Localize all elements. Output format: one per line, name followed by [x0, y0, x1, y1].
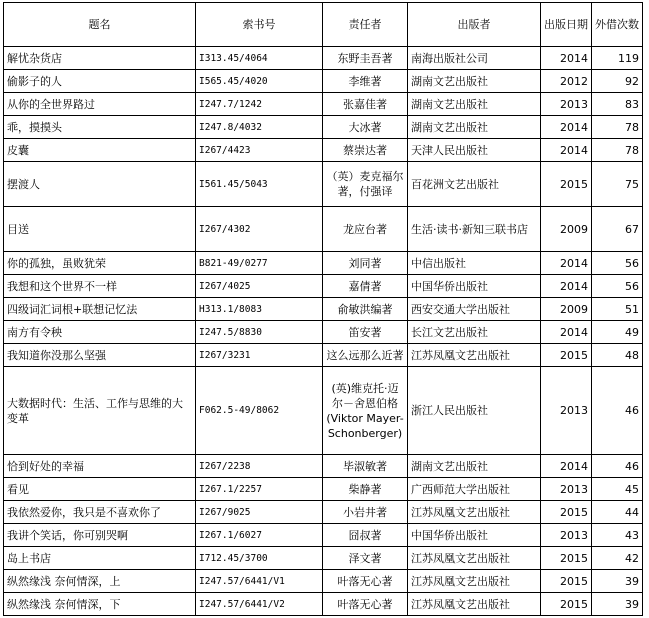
cell-loans: 45 — [592, 478, 643, 501]
cell-call-no: I267.1/6027 — [196, 524, 323, 547]
cell-author: 大冰著 — [323, 116, 408, 139]
table-row — [4, 47, 643, 70]
cell-loans: 78 — [592, 116, 643, 139]
cell-author: 泽文著 — [323, 547, 408, 570]
cell-date: 2015 — [541, 501, 592, 524]
cell-publisher: 江苏凤凰文艺出版社 — [408, 593, 541, 616]
table-row — [4, 547, 643, 570]
table-row — [4, 70, 643, 93]
table-row — [4, 93, 643, 116]
cell-title: 从你的全世界路过 — [4, 93, 196, 116]
cell-loans: 56 — [592, 252, 643, 275]
cell-date: 2014 — [541, 139, 592, 162]
cell-publisher: 江苏凤凰文艺出版社 — [408, 547, 541, 570]
loan-ranking-table — [3, 2, 643, 616]
cell-author: 笛安著 — [323, 321, 408, 344]
cell-publisher: 广西师范大学出版社 — [408, 478, 541, 501]
cell-call-no: I267/4025 — [196, 275, 323, 298]
cell-loans: 42 — [592, 547, 643, 570]
cell-date: 2015 — [541, 593, 592, 616]
cell-author: 龙应台著 — [323, 207, 408, 252]
header-call-no: 索书号 — [196, 3, 323, 47]
cell-call-no: I712.45/3700 — [196, 547, 323, 570]
header-row — [4, 3, 643, 47]
cell-date: 2015 — [541, 547, 592, 570]
cell-title: 解忧杂货店 — [4, 47, 196, 70]
table-row — [4, 455, 643, 478]
table-row — [4, 298, 643, 321]
cell-date: 2014 — [541, 116, 592, 139]
cell-date: 2014 — [541, 321, 592, 344]
cell-publisher: 江苏凤凰文艺出版社 — [408, 570, 541, 593]
cell-date: 2012 — [541, 70, 592, 93]
cell-publisher: 西安交通大学出版社 — [408, 298, 541, 321]
cell-title: 我知道你没那么坚强 — [4, 344, 196, 367]
header-publisher: 出版者 — [408, 3, 541, 47]
cell-loans: 83 — [592, 93, 643, 116]
cell-loans: 67 — [592, 207, 643, 252]
cell-publisher: 长江文艺出版社 — [408, 321, 541, 344]
cell-publisher: 百花洲文艺出版社 — [408, 162, 541, 207]
cell-title: 纵然缘浅 奈何情深，上 — [4, 570, 196, 593]
table-row — [4, 321, 643, 344]
cell-loans: 78 — [592, 139, 643, 162]
table-row — [4, 252, 643, 275]
cell-loans: 43 — [592, 524, 643, 547]
cell-author: 东野圭吾著 — [323, 47, 408, 70]
cell-author: 这么远那么近著 — [323, 344, 408, 367]
cell-author: （英）麦克福尔著，付强译 — [323, 162, 408, 207]
cell-loans: 119 — [592, 47, 643, 70]
cell-author: 叶落无心著 — [323, 593, 408, 616]
cell-call-no: I247.57/6441/V1 — [196, 570, 323, 593]
cell-loans: 49 — [592, 321, 643, 344]
cell-call-no: I267/4302 — [196, 207, 323, 252]
cell-title: 偷影子的人 — [4, 70, 196, 93]
cell-publisher: 江苏凤凰文艺出版社 — [408, 344, 541, 367]
cell-author: 蔡崇达著 — [323, 139, 408, 162]
cell-date: 2015 — [541, 344, 592, 367]
cell-loans: 75 — [592, 162, 643, 207]
cell-date: 2013 — [541, 93, 592, 116]
cell-title: 恰到好处的幸福 — [4, 455, 196, 478]
cell-publisher: 中国华侨出版社 — [408, 524, 541, 547]
cell-title: 纵然缘浅 奈何情深，下 — [4, 593, 196, 616]
table-row — [4, 570, 643, 593]
cell-author: (英)维克托·迈尔－舍恩伯格(Viktor Mayer-Schonberger) — [323, 367, 408, 455]
cell-date: 2014 — [541, 275, 592, 298]
cell-call-no: I267/4423 — [196, 139, 323, 162]
header-title: 题名 — [4, 3, 196, 47]
cell-call-no: I267/3231 — [196, 344, 323, 367]
cell-title: 大数据时代：生活、工作与思维的大变革 — [4, 367, 196, 455]
cell-title: 南方有令秧 — [4, 321, 196, 344]
header-loans: 外借次数 — [592, 3, 643, 47]
cell-call-no: F062.5-49/8062 — [196, 367, 323, 455]
cell-loans: 92 — [592, 70, 643, 93]
cell-loans: 56 — [592, 275, 643, 298]
table-row — [4, 501, 643, 524]
cell-call-no: I247.8/4032 — [196, 116, 323, 139]
cell-author: 李维著 — [323, 70, 408, 93]
cell-publisher: 天津人民出版社 — [408, 139, 541, 162]
cell-author: 小岩井著 — [323, 501, 408, 524]
table-row — [4, 593, 643, 616]
header-author: 责任者 — [323, 3, 408, 47]
cell-date: 2014 — [541, 455, 592, 478]
header-date: 出版日期 — [541, 3, 592, 47]
cell-title: 乖，摸摸头 — [4, 116, 196, 139]
cell-author: 俞敏洪编著 — [323, 298, 408, 321]
cell-author: 嘉倩著 — [323, 275, 408, 298]
cell-loans: 48 — [592, 344, 643, 367]
cell-call-no: I247.5/8830 — [196, 321, 323, 344]
cell-call-no: I267/2238 — [196, 455, 323, 478]
cell-date: 2009 — [541, 298, 592, 321]
cell-publisher: 中信出版社 — [408, 252, 541, 275]
cell-title: 我讲个笑话，你可别哭啊 — [4, 524, 196, 547]
cell-call-no: I561.45/5043 — [196, 162, 323, 207]
cell-date: 2013 — [541, 478, 592, 501]
cell-author: 刘同著 — [323, 252, 408, 275]
cell-date: 2014 — [541, 47, 592, 70]
cell-publisher: 湖南文艺出版社 — [408, 116, 541, 139]
cell-call-no: B821-49/0277 — [196, 252, 323, 275]
cell-loans: 46 — [592, 367, 643, 455]
cell-title: 我依然爱你，我只是不喜欢你了 — [4, 501, 196, 524]
cell-author: 柴静著 — [323, 478, 408, 501]
table-row — [4, 275, 643, 298]
cell-publisher: 湖南文艺出版社 — [408, 455, 541, 478]
cell-title: 摆渡人 — [4, 162, 196, 207]
cell-call-no: I267.1/2257 — [196, 478, 323, 501]
cell-publisher: 江苏凤凰文艺出版社 — [408, 501, 541, 524]
cell-author: 张嘉佳著 — [323, 93, 408, 116]
cell-author: 毕淑敏著 — [323, 455, 408, 478]
cell-publisher: 南海出版社公司 — [408, 47, 541, 70]
cell-publisher: 中国华侨出版社 — [408, 275, 541, 298]
cell-loans: 46 — [592, 455, 643, 478]
cell-call-no: I247.7/1242 — [196, 93, 323, 116]
cell-publisher: 生活·读书·新知三联书店 — [408, 207, 541, 252]
cell-call-no: I313.45/4064 — [196, 47, 323, 70]
cell-date: 2009 — [541, 207, 592, 252]
table-row — [4, 478, 643, 501]
cell-publisher: 湖南文艺出版社 — [408, 70, 541, 93]
table-row — [4, 207, 643, 252]
cell-title: 看见 — [4, 478, 196, 501]
table-row — [4, 367, 643, 455]
table-row — [4, 139, 643, 162]
cell-call-no: H313.1/8083 — [196, 298, 323, 321]
cell-title: 目送 — [4, 207, 196, 252]
cell-call-no: I247.57/6441/V2 — [196, 593, 323, 616]
cell-loans: 39 — [592, 570, 643, 593]
cell-loans: 51 — [592, 298, 643, 321]
table-row — [4, 116, 643, 139]
cell-author: 叶落无心著 — [323, 570, 408, 593]
table-row — [4, 162, 643, 207]
cell-title: 皮囊 — [4, 139, 196, 162]
cell-date: 2015 — [541, 162, 592, 207]
cell-date: 2013 — [541, 524, 592, 547]
cell-publisher: 湖南文艺出版社 — [408, 93, 541, 116]
cell-date: 2015 — [541, 570, 592, 593]
cell-title: 我想和这个世界不一样 — [4, 275, 196, 298]
cell-loans: 39 — [592, 593, 643, 616]
cell-title: 四级词汇词根+联想记忆法 — [4, 298, 196, 321]
cell-publisher: 浙江人民出版社 — [408, 367, 541, 455]
table-row — [4, 344, 643, 367]
cell-title: 岛上书店 — [4, 547, 196, 570]
cell-date: 2013 — [541, 367, 592, 455]
table-row — [4, 524, 643, 547]
cell-date: 2014 — [541, 252, 592, 275]
cell-author: 囧叔著 — [323, 524, 408, 547]
cell-call-no: I267/9025 — [196, 501, 323, 524]
cell-loans: 44 — [592, 501, 643, 524]
cell-title: 你的孤独，虽败犹荣 — [4, 252, 196, 275]
cell-call-no: I565.45/4020 — [196, 70, 323, 93]
